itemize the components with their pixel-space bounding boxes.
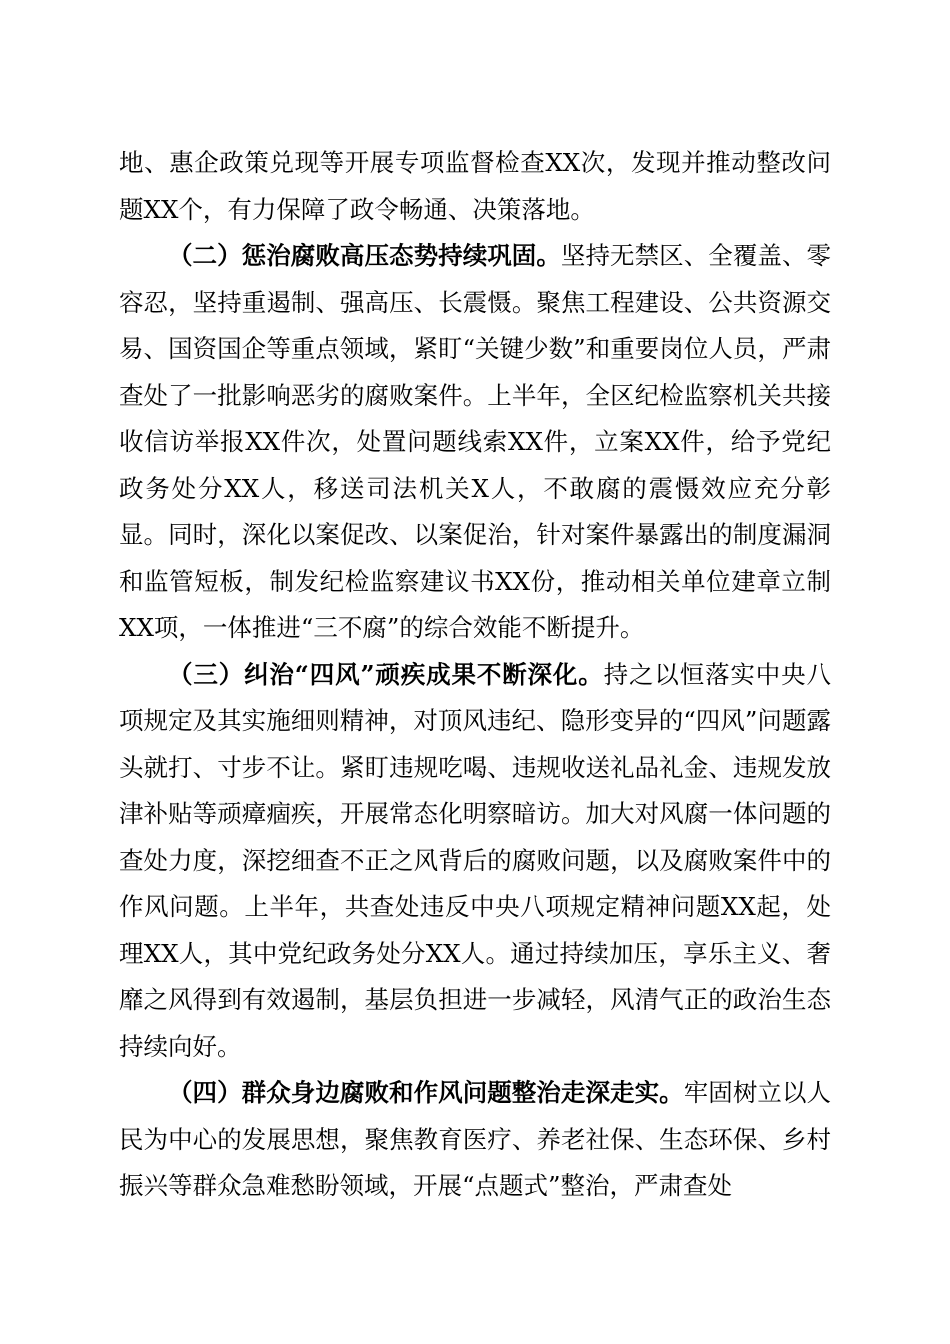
- section-3-paragraph: [119, 652, 831, 1071]
- intro-paragraph: [119, 140, 831, 233]
- section-2-paragraph: [119, 233, 831, 652]
- intro-paragraph-text: 地、惠企政策兑现等开展专项监督检查XX次，发现并推动整改问题XX个，有力保障了政令畅通、决策落地。: [119, 148, 831, 224]
- section-4-paragraph: [119, 1070, 831, 1210]
- section-2-body: 坚持无禁区、全覆盖、零容忍，坚持重遏制、强高压、长震慑。聚焦工程建设、公共资源交易、国资国企等重点领域，紧盯“关键少数”和重要岗位人员，严肃查处了一批影响恶劣的腐败案件。上半年，全区纪检监察机关共接收信访举报XX件次，处置问题线索XX件，立案XX件，给予党纪政务处分XX人，移送司法机关X人，不敢腐的震慑效应充分彰显。同时，深化以案促改、以案促治，针对案件暴露出的制度漏洞和监管短板，制发纪检监察建议书XX份，推动相关单位建章立制XX项，一体推进“三不腐”的综合效能不断提升。: [119, 241, 831, 642]
- section-4-heading: （四）群众身边腐败和作风问题整治走深走实。: [168, 1078, 684, 1107]
- section-4-body: 牢固树立以人民为中心的发展思想，聚焦教育医疗、养老社保、生态环保、乡村振兴等群众急难愁盼领域，开展“点题式”整治，严肃查处: [119, 1078, 832, 1200]
- section-3-body: 持之以恒落实中央八项规定及其实施细则精神，对顶风违纪、隐形变异的“四风”问题露头就打、寸步不让。紧盯违规吃喝、违规收送礼品礼金、违规发放津补贴等顽瘴痼疾，开展常态化明察暗访。加大对风腐一体问题的查处力度，深挖细查不正之风背后的腐败问题，以及腐败案件中的作风问题。上半年，共查处违反中央八项规定精神问题XX起，处理XX人，其中党纪政务处分XX人。通过持续加压，享乐主义、奢靡之风得到有效遏制，基层负担进一步减轻，风清气正的政治生态持续向好。: [119, 659, 832, 1061]
- section-3-heading: （三）纠治“四风”顽疾成果不断深化。: [168, 659, 604, 689]
- section-2-heading: （二）惩治腐败高压态势持续巩固。: [168, 241, 561, 270]
- document-body: [119, 140, 831, 1210]
